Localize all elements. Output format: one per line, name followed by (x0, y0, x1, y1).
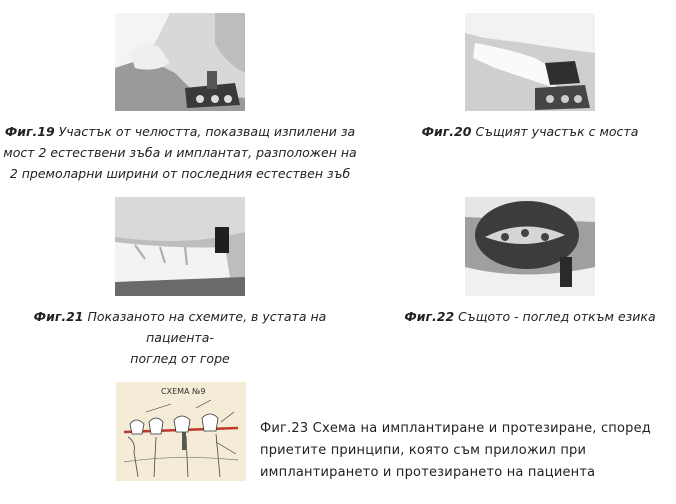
fig23-scheme (116, 382, 246, 481)
fig23-line1: Фиг.23 Схема на имплантиране и протезиране, според (260, 421, 651, 436)
fig21-label: Фиг.21 (33, 309, 84, 324)
fig20-caption (390, 121, 670, 142)
fig19-line1: Участък от челюстта, показващ изпилени за (54, 124, 356, 139)
fig19-label: Фиг.19 (4, 124, 55, 139)
fig19-caption (0, 121, 360, 184)
fig22-photo (465, 197, 595, 296)
fig21-photo (115, 197, 245, 296)
fig20-photo (465, 13, 595, 111)
implant-scheme-image (116, 382, 246, 481)
fig23-line2: приетите принципи, която съм приложил при (260, 443, 587, 458)
scheme-title: СХЕМА №9 (161, 387, 206, 396)
fig19-line3: 2 премоларни ширини от последния естествен зъб (9, 166, 351, 181)
fig20-label: Фиг.20 (421, 124, 472, 139)
fig22-label: Фиг.22 (404, 309, 455, 324)
fig23-caption (260, 418, 670, 484)
fig19-line2: мост 2 естествени зъба и имплантат, разположен на (3, 145, 357, 160)
fig21-line2: поглед от горе (130, 351, 230, 366)
fig22-line1: Същото - поглед откъм езика (454, 309, 656, 324)
fig22-caption (390, 306, 670, 327)
fig20-line1: Същият участък с моста (471, 124, 639, 139)
fig21-caption (0, 306, 360, 369)
bridge-photo-image (465, 13, 595, 111)
jaw-photo-image (115, 13, 245, 111)
fig21-line1: Показаното на схемите, в устата на пациента- (83, 309, 327, 345)
fig23-line3: имплантирането и протезирането на пациента (260, 465, 596, 480)
mirror-view-photo-image (465, 197, 595, 296)
fig19-photo (115, 13, 245, 111)
mouth-top-photo-image (115, 197, 245, 296)
